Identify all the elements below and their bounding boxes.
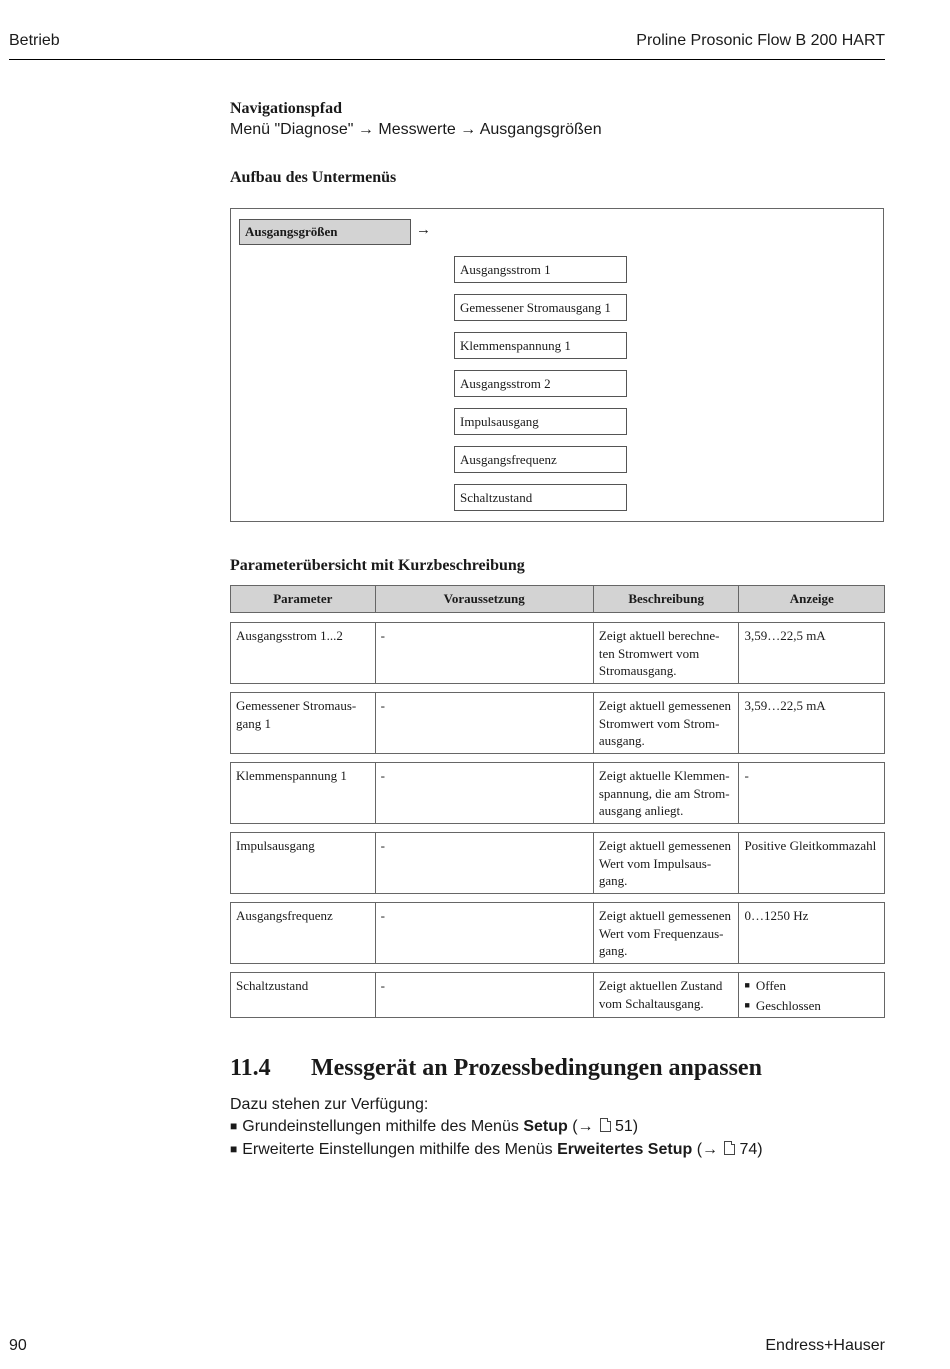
section-number: 11.4 bbox=[230, 1055, 271, 1081]
bullet-icon: ■ bbox=[230, 1142, 238, 1156]
list-item bbox=[230, 1118, 638, 1136]
column-header-beschreibung: Beschreibung bbox=[594, 586, 740, 612]
cell-voraussetzung: - bbox=[376, 973, 594, 1017]
cell-voraussetzung: - bbox=[376, 623, 594, 683]
nav-arrow-1: → bbox=[357, 121, 374, 138]
section-title: Messgerät an Prozessbedingungen anpassen bbox=[311, 1055, 762, 1081]
cell-beschreibung: Zeigt aktuell gemessenen Stromwert vom Strom-ausgang. bbox=[594, 693, 740, 753]
table-header bbox=[230, 585, 885, 613]
submenu-arrow: → bbox=[416, 222, 431, 238]
cell-anzeige: Positive Gleitkommazahl bbox=[744, 838, 877, 853]
page-reference-link[interactable]: 51) bbox=[615, 1118, 639, 1135]
cell-parameter: Gemessener Stromaus-gang 1 bbox=[231, 693, 376, 753]
page-reference-icon bbox=[724, 1141, 735, 1155]
cell-voraussetzung: - bbox=[376, 763, 594, 823]
cell-parameter: Impulsausgang bbox=[231, 833, 376, 893]
cell-beschreibung: Zeigt aktuell berechne-ten Stromwert vom Stromausgang. bbox=[594, 623, 740, 683]
submenu-item: Schaltzustand bbox=[454, 484, 627, 511]
cell-anzeige: 3,59…22,5 mA bbox=[744, 698, 826, 713]
cell-parameter: Klemmenspannung 1 bbox=[231, 763, 376, 823]
cell-anzeige-list bbox=[739, 973, 884, 1017]
cell-anzeige: - bbox=[744, 768, 749, 783]
list-item: ■ Geschlossen bbox=[744, 997, 879, 1017]
list-item: ■ Offen bbox=[744, 977, 879, 997]
bullet-icon: ■ bbox=[230, 1119, 238, 1133]
reference-open: (→ bbox=[696, 1141, 719, 1158]
table-row bbox=[230, 972, 885, 1018]
section-heading bbox=[230, 1055, 762, 1082]
column-header-anzeige: Anzeige bbox=[789, 591, 834, 606]
nav-menu-prefix: Menü bbox=[230, 121, 271, 138]
cell-voraussetzung: - bbox=[376, 903, 594, 963]
nav-path bbox=[230, 121, 602, 139]
cell-voraussetzung: - bbox=[376, 833, 594, 893]
bullet-text: Erweiterte Einstellungen mithilfe des Menüs bbox=[242, 1141, 553, 1158]
cell-voraussetzung: - bbox=[376, 693, 594, 753]
submenu-item: Gemessener Stromausgang 1 bbox=[454, 294, 627, 321]
cell-beschreibung: Zeigt aktuell gemessenen Wert vom Frequenzaus-gang. bbox=[594, 903, 740, 963]
bullet-text: Grundeinstellungen mithilfe des Menüs bbox=[242, 1118, 519, 1135]
submenu-item: Ausgangsfrequenz bbox=[454, 446, 627, 473]
page-reference-link[interactable]: 74) bbox=[739, 1141, 763, 1158]
cell-anzeige: 3,59…22,5 mA bbox=[744, 628, 826, 643]
reference-open: (→ bbox=[572, 1118, 594, 1135]
table-row bbox=[230, 902, 885, 964]
section-intro: Dazu stehen zur Verfügung: bbox=[230, 1096, 429, 1113]
page-number: 90 bbox=[9, 1337, 27, 1354]
header-divider bbox=[9, 59, 885, 60]
cell-beschreibung: Zeigt aktuellen Zustand vom Schaltausgang. bbox=[594, 973, 740, 1017]
table-row bbox=[230, 622, 885, 684]
cell-parameter: Ausgangsstrom 1...2 bbox=[231, 623, 376, 683]
nav-heading: Navigationspfad bbox=[230, 100, 343, 117]
column-header-parameter: Parameter bbox=[231, 586, 376, 612]
column-header-voraussetzung: Voraussetzung bbox=[376, 586, 594, 612]
submenu-item: Ausgangsstrom 1 bbox=[454, 256, 627, 283]
header-product: Proline Prosonic Flow B 200 HART bbox=[636, 32, 885, 49]
submenu-root-item: Ausgangsgrößen bbox=[239, 219, 411, 245]
cell-parameter: Schaltzustand bbox=[231, 973, 376, 1017]
list-item bbox=[230, 1141, 763, 1159]
nav-path-1: Messwerte bbox=[378, 121, 456, 138]
nav-arrow-2: → bbox=[460, 121, 477, 138]
cell-beschreibung: Zeigt aktuell gemessenen Wert vom Impulsaus-gang. bbox=[594, 833, 740, 893]
submenu-item: Ausgangsstrom 2 bbox=[454, 370, 627, 397]
submenu-heading: Aufbau des Untermenüs bbox=[230, 169, 397, 186]
nav-menu-name: "Diagnose" bbox=[274, 121, 354, 138]
header-section: Betrieb bbox=[9, 32, 60, 49]
menu-link-setup[interactable]: Setup bbox=[523, 1118, 568, 1135]
params-heading: Parameterübersicht mit Kurzbeschreibung bbox=[230, 557, 525, 574]
submenu-item: Klemmenspannung 1 bbox=[454, 332, 627, 359]
page-reference-icon bbox=[600, 1118, 611, 1132]
nav-path-2: Ausgangsgrößen bbox=[479, 121, 602, 138]
table-row bbox=[230, 762, 885, 824]
footer-brand: Endress+Hauser bbox=[765, 1337, 885, 1354]
cell-parameter: Ausgangsfrequenz bbox=[231, 903, 376, 963]
table-row bbox=[230, 832, 885, 894]
submenu-item: Impulsausgang bbox=[454, 408, 627, 435]
cell-anzeige: 0…1250 Hz bbox=[744, 908, 809, 923]
cell-beschreibung: Zeigt aktuelle Klemmen-spannung, die am Strom-ausgang anliegt. bbox=[594, 763, 740, 823]
table-row bbox=[230, 692, 885, 754]
menu-link-erweitertes-setup[interactable]: Erweitertes Setup bbox=[557, 1141, 693, 1158]
